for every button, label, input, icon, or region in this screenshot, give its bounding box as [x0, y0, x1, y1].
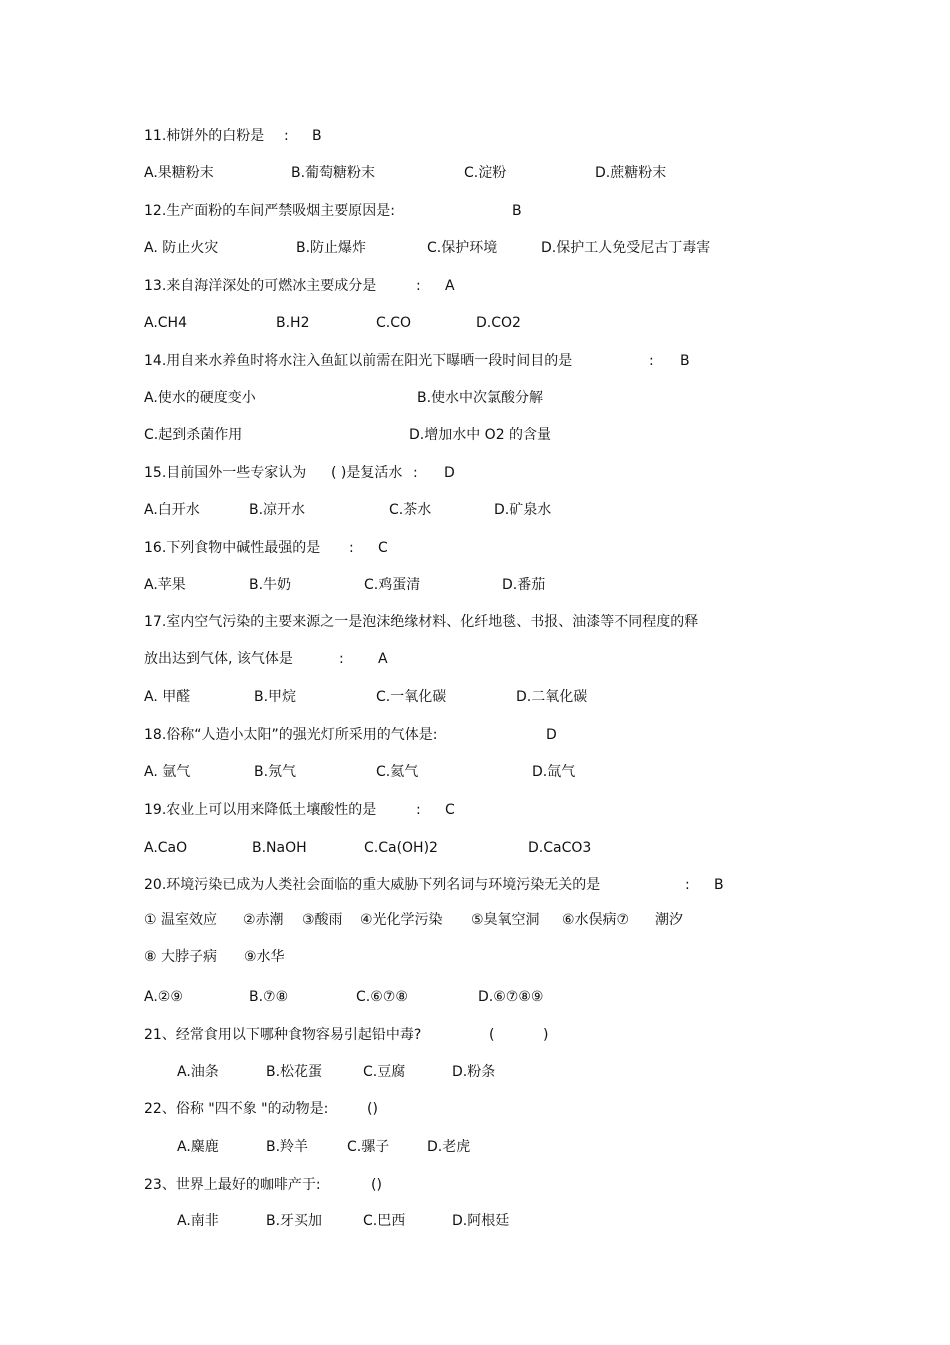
answer: C: [378, 540, 388, 556]
option-d: D.CaCO3: [528, 840, 592, 856]
option-d: D.增加水中 O2 的含量: [409, 427, 552, 443]
option-b: B.甲烷: [254, 689, 297, 705]
option-c: C.骡子: [347, 1139, 390, 1155]
option-b: B.凉开水: [249, 502, 306, 518]
answer: C: [445, 802, 455, 818]
option-d: D.蔗糖粉末: [595, 165, 667, 181]
list-item: 潮汐: [655, 912, 683, 928]
option-b: B.H2: [276, 315, 310, 331]
option-b: B.使水中次氯酸分解: [417, 390, 544, 406]
option-d: D.CO2: [476, 315, 521, 331]
colon: :: [416, 278, 421, 294]
option-c: C.Ca(OH)2: [364, 840, 438, 856]
option-c: C.保护环境: [427, 240, 498, 256]
option-b: B.牛奶: [249, 577, 292, 593]
answer: A: [378, 651, 388, 667]
question-stem-cont: 放出达到气体, 该气体是: [144, 651, 293, 667]
list-item: ① 温室效应: [144, 912, 218, 928]
option-b: B.氖气: [254, 764, 297, 780]
option-c: C.豆腐: [363, 1064, 406, 1080]
option-a: A. 甲醛: [144, 689, 191, 705]
question-stem: 11.柿饼外的白粉是: [144, 128, 265, 144]
option-d: D.粉条: [452, 1064, 496, 1080]
option-b: B.羚羊: [266, 1139, 309, 1155]
question-stem: 22、俗称 "四不象 "的动物是:: [144, 1101, 329, 1117]
option-c: C.一氧化碳: [376, 689, 447, 705]
option-d: D.⑥⑦⑧⑨: [478, 989, 544, 1005]
option-a: A. 防止火灾: [144, 240, 219, 256]
list-item: ⑨水华: [244, 949, 285, 965]
option-b: B.NaOH: [252, 840, 307, 856]
question-stem: 16.下列食物中碱性最强的是: [144, 540, 321, 556]
option-a: A.使水的硬度变小: [144, 390, 256, 406]
answer-paren-open: (: [489, 1027, 495, 1043]
option-a: A.麋鹿: [177, 1139, 219, 1155]
answer: B: [680, 353, 690, 369]
option-d: D.保护工人免受尼古丁毒害: [541, 240, 711, 256]
answer-paren: (): [367, 1101, 378, 1117]
question-stem-cont: ( )是复活水: [331, 465, 403, 481]
list-item: ⑧ 大脖子病: [144, 949, 218, 965]
option-d: D.氙气: [532, 764, 576, 780]
question-stem: 14.用自来水养鱼时将水注入鱼缸以前需在阳光下曝晒一段时间目的是: [144, 353, 573, 369]
question-stem: 13.来自海洋深处的可燃冰主要成分是: [144, 278, 377, 294]
option-a: A.果糖粉末: [144, 165, 214, 181]
answer: B: [312, 128, 322, 144]
option-d: D.阿根廷: [452, 1213, 510, 1229]
option-d: D.番茄: [502, 577, 546, 593]
option-c: C.⑥⑦⑧: [356, 989, 408, 1005]
list-item: ⑥水俣病⑦: [562, 912, 630, 928]
option-c: C.茶水: [389, 502, 432, 518]
answer: B: [512, 203, 522, 219]
answer: A: [445, 278, 455, 294]
colon: :: [685, 877, 690, 893]
question-stem: 19.农业上可以用来降低土壤酸性的是: [144, 802, 377, 818]
option-c: C.氦气: [376, 764, 419, 780]
list-item: ②赤潮: [243, 912, 284, 928]
option-a: A. 氩气: [144, 764, 191, 780]
question-stem: 17.室内空气污染的主要来源之一是泡沫绝缘材料、化纤地毯、书报、油漆等不同程度的释: [144, 614, 699, 630]
answer: D: [444, 465, 455, 481]
option-c: C.巴西: [363, 1213, 406, 1229]
option-c: C.CO: [376, 315, 412, 331]
option-b: B.⑦⑧: [249, 989, 289, 1005]
option-a: A.CH4: [144, 315, 187, 331]
colon: :: [649, 353, 654, 369]
answer-paren-close: ): [543, 1027, 549, 1043]
option-a: A.CaO: [144, 840, 188, 856]
question-stem: 12.生产面粉的车间严禁吸烟主要原因是:: [144, 203, 395, 219]
option-d: D.二氧化碳: [516, 689, 588, 705]
question-stem: 18.俗称“人造小太阳”的强光灯所采用的气体是:: [144, 727, 438, 743]
colon: :: [339, 651, 344, 667]
option-b: B.松花蛋: [266, 1064, 323, 1080]
option-b: B.葡萄糖粉末: [291, 165, 376, 181]
colon: :: [416, 802, 421, 818]
question-stem: 23、世界上最好的咖啡产于:: [144, 1177, 321, 1193]
answer: B: [714, 877, 724, 893]
option-b: B.牙买加: [266, 1213, 323, 1229]
option-c: C.鸡蛋清: [364, 577, 421, 593]
option-c: C.起到杀菌作用: [144, 427, 243, 443]
option-d: D.矿泉水: [494, 502, 552, 518]
colon: :: [349, 540, 354, 556]
option-d: D.老虎: [427, 1139, 471, 1155]
answer-paren: (): [371, 1177, 382, 1193]
question-stem: 20.环境污染已成为人类社会面临的重大威胁下列名词与环境污染无关的是: [144, 877, 601, 893]
colon: :: [413, 465, 418, 481]
list-item: ③酸雨: [302, 912, 343, 928]
option-a: A.南非: [177, 1213, 219, 1229]
option-a: A.苹果: [144, 577, 186, 593]
question-stem: 15.目前国外一些专家认为: [144, 465, 307, 481]
option-a: A.油条: [177, 1064, 219, 1080]
question-stem: 21、经常食用以下哪种食物容易引起铅中毒?: [144, 1027, 422, 1043]
list-item: ④光化学污染: [360, 912, 443, 928]
colon: :: [284, 128, 289, 144]
list-item: ⑤臭氧空洞: [471, 912, 540, 928]
option-a: A.白开水: [144, 502, 200, 518]
option-c: C.淀粉: [464, 165, 507, 181]
option-b: B.防止爆炸: [296, 240, 367, 256]
answer: D: [546, 727, 557, 743]
option-a: A.②⑨: [144, 989, 183, 1005]
